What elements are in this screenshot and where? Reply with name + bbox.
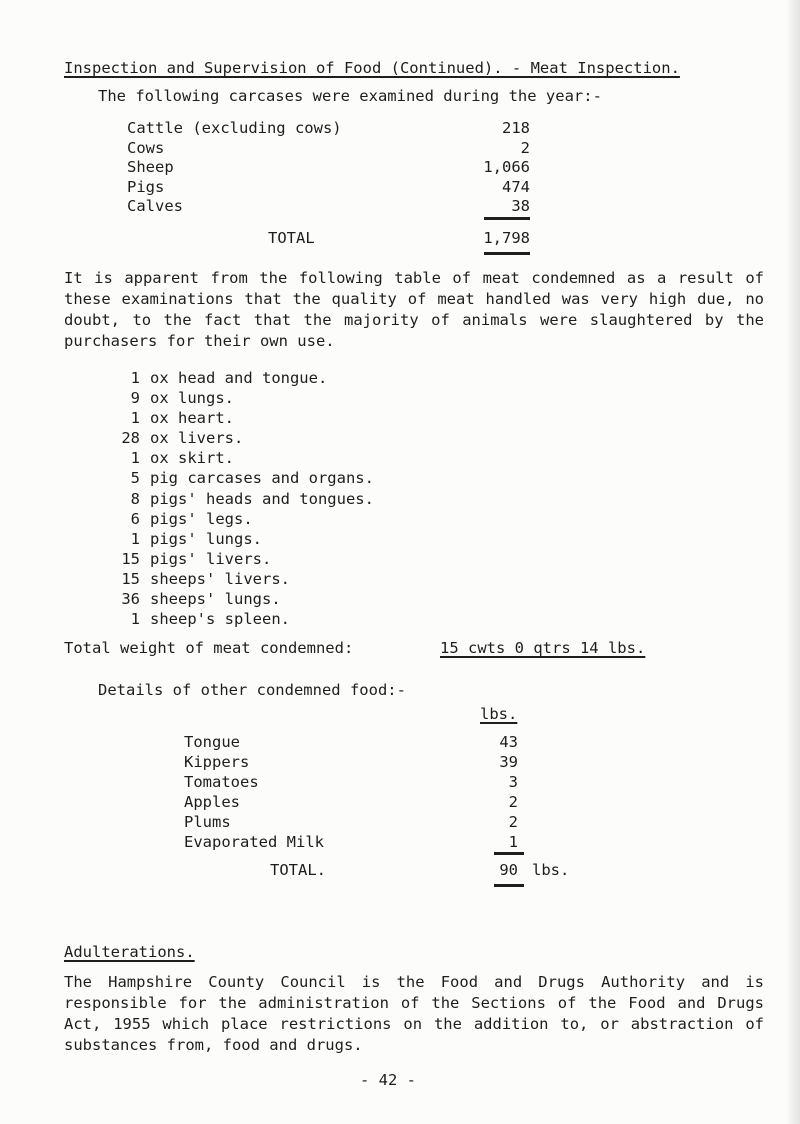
other-foods-total-label: TOTAL.	[270, 861, 326, 879]
list-item	[110, 448, 374, 468]
item-description: sheeps' lungs.	[150, 590, 281, 609]
list-item	[110, 549, 374, 569]
carcase-label: Calves	[127, 197, 183, 215]
other-foods-title: Details of other condemned food:-	[98, 681, 406, 699]
total-rule	[484, 252, 530, 255]
item-quantity: 15	[121, 549, 140, 568]
carcase-value: 1,066	[483, 158, 530, 176]
adulterations-title: Adulterations.	[64, 943, 195, 961]
food-value: 3	[508, 773, 518, 791]
food-value: 43	[499, 733, 518, 751]
food-label: Kippers	[184, 753, 250, 771]
list-item	[110, 388, 374, 408]
subtotal-rule	[494, 852, 524, 855]
carcases-total-label: TOTAL	[268, 229, 315, 247]
other-foods-total-value: 90	[499, 861, 518, 879]
carcases-total-value: 1,798	[483, 229, 530, 247]
food-label: Tongue	[184, 733, 240, 751]
carcase-label: Sheep	[127, 158, 174, 176]
item-description: ox lungs.	[150, 389, 234, 408]
item-description: pigs' livers.	[150, 549, 272, 568]
list-item	[110, 589, 374, 609]
food-label: Plums	[184, 813, 231, 831]
item-quantity: 9	[130, 389, 140, 408]
food-label: Tomatoes	[184, 773, 259, 791]
page-number: - 42 -	[360, 1071, 416, 1089]
page-heading: Inspection and Supervision of Food (Continued). - Meat Inspection.	[64, 59, 680, 77]
carcase-label: Cows	[127, 139, 165, 157]
item-description: pigs' lungs.	[150, 529, 262, 548]
list-item	[110, 408, 374, 428]
carcase-label: Pigs	[127, 178, 165, 196]
item-description: ox livers.	[150, 429, 244, 448]
item-quantity: 28	[121, 429, 140, 448]
list-item	[110, 509, 374, 529]
item-description: pigs' heads and tongues.	[150, 489, 374, 508]
list-item	[110, 569, 374, 589]
total-weight-label: Total weight of meat condemned:	[64, 639, 354, 657]
food-value: 39	[499, 753, 518, 771]
intro-text: The following carcases were examined during the year:-	[98, 87, 602, 105]
food-value: 1	[508, 833, 518, 851]
item-quantity: 6	[130, 509, 140, 528]
item-quantity: 1	[130, 449, 140, 468]
item-description: pig carcases and organs.	[150, 469, 374, 488]
list-item	[110, 529, 374, 549]
item-quantity: 1	[130, 369, 140, 387]
total-rule	[494, 884, 524, 887]
item-quantity: 1	[130, 610, 140, 629]
carcase-label: Cattle (excluding cows)	[127, 119, 342, 137]
list-item	[110, 428, 374, 448]
carcase-value: 218	[502, 119, 530, 137]
carcase-value: 474	[502, 178, 530, 196]
item-description: ox skirt.	[150, 449, 234, 468]
paragraph-meat-quality: It is apparent from the following table of meat condemned as a result of these examinations that the quality of meat handled was very high due, no doubt, to the fact that the majority of animals were slaughtered by the purchasers for their own use.	[64, 269, 764, 350]
item-quantity: 1	[130, 529, 140, 548]
other-foods-unit-header: lbs.	[480, 705, 518, 723]
item-description: sheep's spleen.	[150, 610, 290, 629]
carcase-value: 38	[511, 197, 530, 215]
item-description: ox head and tongue.	[150, 369, 328, 387]
list-item	[110, 489, 374, 509]
item-quantity: 36	[121, 590, 140, 609]
food-value: 2	[508, 793, 518, 811]
food-label: Apples	[184, 793, 240, 811]
item-description: ox heart.	[150, 409, 234, 428]
carcase-value: 2	[520, 139, 530, 157]
list-item	[110, 609, 374, 629]
food-value: 2	[508, 813, 518, 831]
item-quantity: 15	[121, 569, 140, 588]
item-description: sheeps' livers.	[150, 569, 290, 588]
other-foods-total-unit: lbs.	[532, 861, 570, 879]
item-quantity: 1	[130, 409, 140, 428]
list-item	[110, 468, 374, 488]
food-label: Evaporated Milk	[184, 833, 324, 851]
list-item	[110, 368, 374, 388]
subtotal-rule	[484, 217, 530, 220]
page-edge-shadow	[786, 0, 800, 1124]
total-weight-value: 15 cwts 0 qtrs 14 lbs.	[440, 639, 646, 657]
adulterations-paragraph: The Hampshire County Council is the Food and Drugs Authority and is responsible for the administration of the Sections of the Food and Drugs Act, 1955 which place restrictions on the addition to, or abstraction of substances from, food and drugs.	[64, 973, 764, 1054]
item-description: pigs' legs.	[150, 509, 253, 528]
item-quantity: 8	[130, 489, 140, 508]
condemned-meat-list	[110, 368, 374, 629]
item-quantity: 5	[130, 469, 140, 488]
